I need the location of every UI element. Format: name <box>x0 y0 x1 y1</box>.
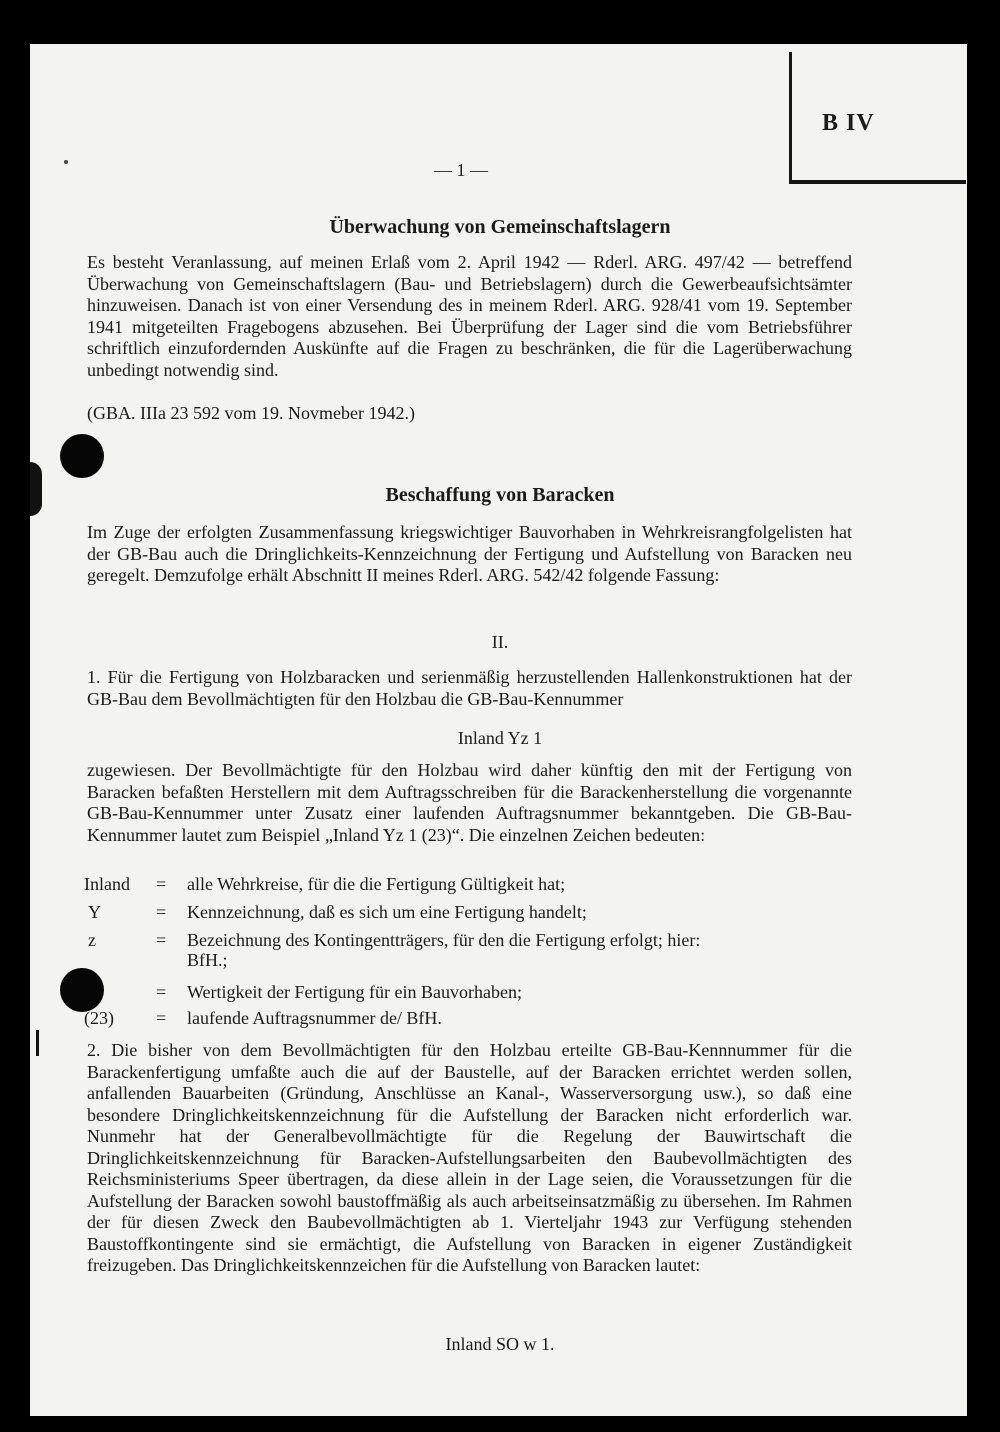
punch-hole-top <box>60 434 104 478</box>
item-2-paragraph: 2. Die bisher von dem Bevollmächtigten für den Holzbau erteilte GB-Bau-Kennnummer für die Barackenfertigung umfaßte auch die auf der Baustelle, auf der Baracken errichtet werden sollen, anfallenden Bauarbeiten (Gründung, Anschlüsse an Kanal-, Wasserversorgung usw.), so daß eine besondere Dringlichkeitskennzeichnung für die Aufstellung der Baracken nicht erforderlich war. Nunmehr hat der Generalbevollmächtigte für die Regelung der Bauwirtschaft die Dringlichkeitskennzeichnung für Baracken-Aufstellungsarbeiten den Baubevollmächtigten des Reichsministeriums Speer übertragen, da diese allein in der Lage seien, die Voraussetzungen für die Aufstellung der Baracken sowohl baustoffmäßig als auch arbeitseinsatzmäßig zu übersehen. Im Rahmen der für diesen Zweck den Baubevollmächtigten ab 1. Vierteljahr 1943 zur Verfügung stehenden Baustoffkontingente sind sie ermächtigt, die Aufstellung von Baracken in eigener Zuständigkeit freizugeben. Das Dringlichkeitskennzeichen für die Aufstellung von Baracken lautet: <box>87 1040 852 1275</box>
section-tab-label: B IV <box>822 110 875 136</box>
legend-description: Wertigkeit der Fertigung für ein Bauvorhaben; <box>187 982 522 1002</box>
legend-description: Kennzeichnung, daß es sich um eine Fertigung handelt; <box>187 902 587 922</box>
tab-frame-vertical-rule <box>789 52 792 182</box>
tab-frame-horizontal-rule <box>789 180 966 184</box>
legend-row <box>84 874 864 896</box>
section-heading-camps: Überwachung von Gemeinschaftslagern <box>329 216 671 238</box>
legend-description: BfH.; <box>187 950 228 970</box>
camps-reference-line: (GBA. IIIa 23 592 vom 19. Novmeber 1942.) <box>87 403 415 423</box>
item-1-paragraph: 1. Für die Fertigung von Holzbaracken und serienmäßig herzustellenden Hallenkonstruktionen hat der GB-Bau dem Bevollmächtigten für den Holzbau die GB-Bau-Kennummer <box>87 667 852 709</box>
legend-description: laufende Auftragsnummer de/ BfH. <box>187 1008 442 1028</box>
legend-row <box>84 982 864 1004</box>
legend-row <box>84 950 864 972</box>
legend-equals: = <box>156 874 167 894</box>
legend-symbol: Y <box>88 902 101 922</box>
legend-row <box>84 930 864 952</box>
legend-equals: = <box>156 1008 167 1028</box>
item-1-continuation: zugewiesen. Der Bevollmächtigte für den Holzbau wird daher künftig den mit der Fertigung von Baracken befaßten Herstellern mit dem Auftragsschreiben für die Barackenherstellung die vorgenannte GB-Bau-Kennummer unter Zusatz einer laufenden Auftragsnummer bekanntgeben. Die GB-Bau-Kennummer lautet zum Beispiel „Inland Yz 1 (23)“. Die einzelnen Zeichen bedeuten: <box>87 760 852 845</box>
section-heading-barracks: Beschaffung von Baracken <box>385 484 615 506</box>
legend-description: Bezeichnung des Kontingentträgers, für den die Fertigung erfolgt; hier: <box>187 930 701 950</box>
code-inland-so-w-1: Inland SO w 1. <box>445 1334 555 1354</box>
section-roman-numeral: II. <box>491 632 509 652</box>
camps-body-paragraph: Es besteht Veranlassung, auf meinen Erlaß vom 2. April 1942 — Rderl. ARG. 497/42 — betreffend Überwachung von Gemeinschaftslagern (Bau- und Betriebslagern) durch die Gewerbeaufsichtsämter hinzuweisen. Danach ist von einer Versendung des in meinem Rderl. ARG. 928/41 vom 19. September 1941 mitgeteilten Fragebogens abzusehen. Bei Überprüfung der Lager sind die vom Betriebsführer schriftlich einzufordernden Auskünfte auf die Fragen zu beschränken, die für die Lagerüberwachung unbedingt notwendig sind. <box>87 252 852 380</box>
legend-symbol: z <box>88 930 96 950</box>
legend-equals: = <box>156 930 167 950</box>
legend-row <box>84 902 864 924</box>
page-number: — 1 — <box>434 160 488 180</box>
legend-equals: = <box>156 902 167 922</box>
legend-row <box>84 1008 864 1030</box>
legend-symbol: Inland <box>84 874 130 894</box>
legend-description: alle Wehrkreise, für die die Fertigung Gültigkeit hat; <box>187 874 566 894</box>
barracks-intro-paragraph: Im Zuge der erfolgten Zusammenfassung kriegswichtiger Bauvorhaben in Wehrkreisrangfolgelisten hat der GB-Bau auch die Dringlichkeits-Kennzeichnung der Fertigung und Aufstellung von Baracken neu geregelt. Demzufolge erhält Abschnitt II meines Rderl. ARG. 542/42 folgende Fassung: <box>87 522 852 585</box>
legend-equals: = <box>156 982 167 1002</box>
stray-dot <box>64 160 68 164</box>
edge-tick-mark <box>36 1030 39 1056</box>
code-inland-yz-1: Inland Yz 1 <box>457 728 543 748</box>
legend-symbol: (23) <box>84 1008 114 1028</box>
